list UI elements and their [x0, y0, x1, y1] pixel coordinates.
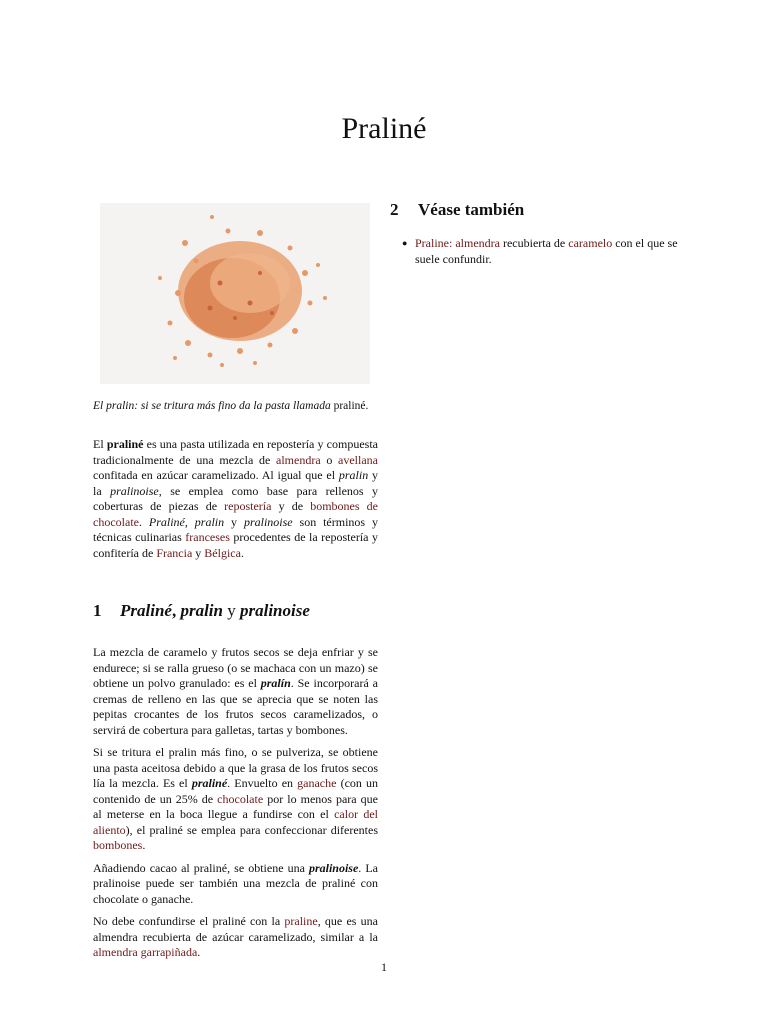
section-2-title: Véase también	[418, 200, 525, 219]
pralin-crumbs-image	[100, 203, 370, 384]
link-praline-almendra[interactable]: Praline: almendra	[415, 236, 500, 250]
section-2-heading	[390, 200, 690, 220]
link-reposteria[interactable]: repostería	[224, 499, 272, 513]
section-1-paragraph-2: Si se tritura el pralin más fino, o se pulveriza, se obtiene una pasta aceitosa debido a que la grasa de los frutos secos lía la mezcla. Es el praliné. Envuelto en ganache (con un contenido de un 25% de chocolate por lo menos para que al meterse en la boca llegue a fundirse con el calor del aliento), el praliné se emplea para confeccionar diferentes bombones.	[93, 745, 379, 852]
section-1-paragraph-1: La mezcla de caramelo y frutos secos se deja enfriar y se endurece; si se ralla grueso (o se machaca con un mazo) se obtiene un polvo granulado: es el pralín. Se incorporará a cremas de relleno en las que se aprecia que se noten las pepitas crocantes de los frutos secos caramelizados, o servirá de cobertura para galletas, tartas y bombones.	[93, 645, 378, 737]
section-1-paragraph-4: No debe confundirse el praliné con la praline, que es una almendra recubierta de azúcar caramelizado, similar a la almendra garrapiñada.	[93, 914, 378, 959]
page-title: Praliné	[341, 112, 427, 145]
section-1-body	[93, 645, 378, 968]
link-franceses[interactable]: franceses	[185, 530, 230, 544]
section-1-paragraph-3: Añadiendo cacao al praliné, se obtiene una pralinoise. La pralinoise puede ser también una mezcla de praliné con chocolate o ganache.	[93, 860, 379, 906]
link-belgica[interactable]: Bélgica	[204, 545, 241, 560]
figure-caption	[93, 400, 383, 412]
pralin-photo	[100, 203, 370, 384]
link-bombones[interactable]: bombones	[93, 838, 143, 852]
section-2-number: 2	[390, 200, 399, 219]
link-bombones-de-chocolate[interactable]: bombones de chocolate	[93, 499, 379, 529]
caption-italic-1: El pralin	[93, 400, 135, 412]
bullet-icon: ●	[402, 238, 408, 248]
link-almendra-garrapinada[interactable]: almendra garrapiñada	[93, 945, 198, 959]
link-ganache[interactable]: ganache	[297, 776, 337, 790]
list-item: Praline: almendra recubierta de caramelo con el que se suele confundir.	[415, 236, 678, 266]
link-chocolate[interactable]: chocolate	[217, 791, 264, 806]
section-1-heading: 1 Praliné, pralin y pralinoise	[93, 601, 310, 620]
section-1-number: 1	[93, 601, 102, 620]
link-avellana[interactable]: avellana	[338, 452, 379, 467]
see-also-list	[402, 236, 687, 267]
link-almendra[interactable]: almendra	[276, 452, 321, 467]
caption-italic-2: : si se tritura más fino da la pasta llamada	[134, 400, 331, 412]
link-calor-del-aliento[interactable]: calor del aliento	[93, 807, 378, 837]
page-number: 1	[381, 960, 387, 974]
intro-paragraph: El praliné es una pasta utilizada en repostería y compuesta tradicionalmente de una mezcla de almendra o avellana confitada en azúcar caramelizado. Al igual que el pralin y la pralinoise, se emplea como base para rellenos y coberturas de piezas de repostería y de bombones de chocolate. Praliné, pralin y pralinoise son términos y técnicas culinarias franceses procedentes de la repostería y confitería de Francia y Bélgica.	[93, 437, 379, 560]
link-praline[interactable]: praline	[284, 914, 318, 928]
link-francia[interactable]: Francia	[156, 545, 193, 560]
caption-end: praliné.	[333, 400, 369, 412]
link-caramelo[interactable]: caramelo	[568, 236, 613, 250]
